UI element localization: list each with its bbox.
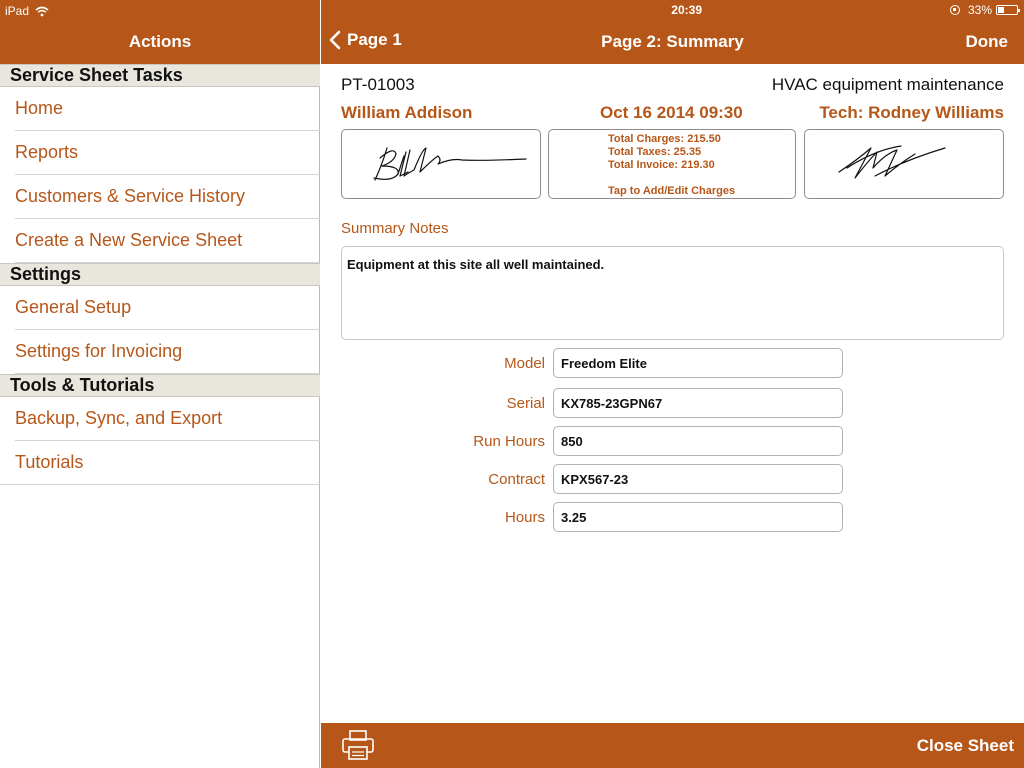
wifi-icon [35,6,49,17]
section-header-tools-tutorials: Tools & Tutorials [0,374,320,397]
serial-label: Serial [506,395,545,412]
rotation-lock-icon [950,5,960,15]
back-button-label: Page 1 [347,30,402,49]
detail-navbar [321,0,1024,64]
sidebar-title: Actions [128,32,192,51]
field-row-serial [321,388,1024,420]
hours-input[interactable] [553,502,843,532]
technician-signature-icon [805,130,1005,200]
menu-item-home[interactable]: Home [0,87,320,131]
menu-item-tutorials[interactable]: Tutorials [0,441,320,485]
technician-signature-box[interactable] [804,129,1004,199]
customer-signature-box[interactable] [341,129,541,199]
battery-percent: 33% [967,3,992,17]
field-row-contract [321,464,1024,496]
field-row-model [321,348,1024,380]
customer-signature-icon [342,130,542,200]
page-title: Page 2: Summary [601,32,744,51]
menu-item-create-service-sheet[interactable]: Create a New Service Sheet [0,219,320,263]
detail-pane [321,0,1024,768]
hours-label: Hours [504,509,545,526]
charges-summary-box[interactable] [548,129,796,199]
section-header-service-sheet-tasks: Service Sheet Tasks [0,64,320,87]
contract-input[interactable] [553,464,843,494]
run-hours-input[interactable] [553,426,843,456]
menu-item-backup-sync-export[interactable]: Backup, Sync, and Export [0,397,320,441]
contract-label: Contract [488,471,545,488]
customer-name: William Addison [341,103,473,122]
total-charges: Total Charges: 215.50 [608,133,721,145]
menu-item-reports[interactable]: Reports [0,131,320,175]
field-row-hours [321,502,1024,534]
done-button[interactable]: Done [965,32,1008,51]
field-row-run-hours [321,426,1024,458]
total-taxes: Total Taxes: 25.35 [608,146,702,158]
run-hours-label: Run Hours [473,433,545,450]
status-bar-right [950,3,1018,17]
service-date: Oct 16 2014 09:30 [600,103,743,122]
close-sheet-button[interactable]: Close Sheet [916,736,1014,755]
sidebar [0,0,320,768]
sheet-id: PT-01003 [341,75,415,94]
sidebar-navbar [0,0,320,64]
menu-item-settings-invoicing[interactable]: Settings for Invoicing [0,330,320,374]
menu-item-general-setup[interactable]: General Setup [0,286,320,330]
total-invoice: Total Invoice: 219.30 [608,159,715,171]
edit-charges-link: Tap to Add/Edit Charges [608,185,736,197]
summary-notes-label: Summary Notes [341,220,449,237]
technician-name: Tech: Rodney Williams [819,103,1004,122]
sheet-description: HVAC equipment maintenance [771,75,1004,94]
printer-icon [341,729,375,761]
serial-input[interactable] [553,388,843,418]
device-name: iPad [5,4,30,18]
battery-level-fill [998,7,1004,13]
summary-notes-field[interactable]: Equipment at this site all well maintained. [341,246,1004,340]
battery-icon [996,5,1018,15]
section-header-settings: Settings [0,263,320,286]
model-input[interactable] [553,348,843,378]
model-label: Model [504,355,545,372]
menu-item-customers-service-history[interactable]: Customers & Service History [0,175,320,219]
sidebar-menu [0,64,320,485]
status-clock: 20:39 [671,3,702,17]
bottom-toolbar [321,723,1024,768]
print-button[interactable] [341,729,375,766]
status-bar-left [5,3,49,19]
